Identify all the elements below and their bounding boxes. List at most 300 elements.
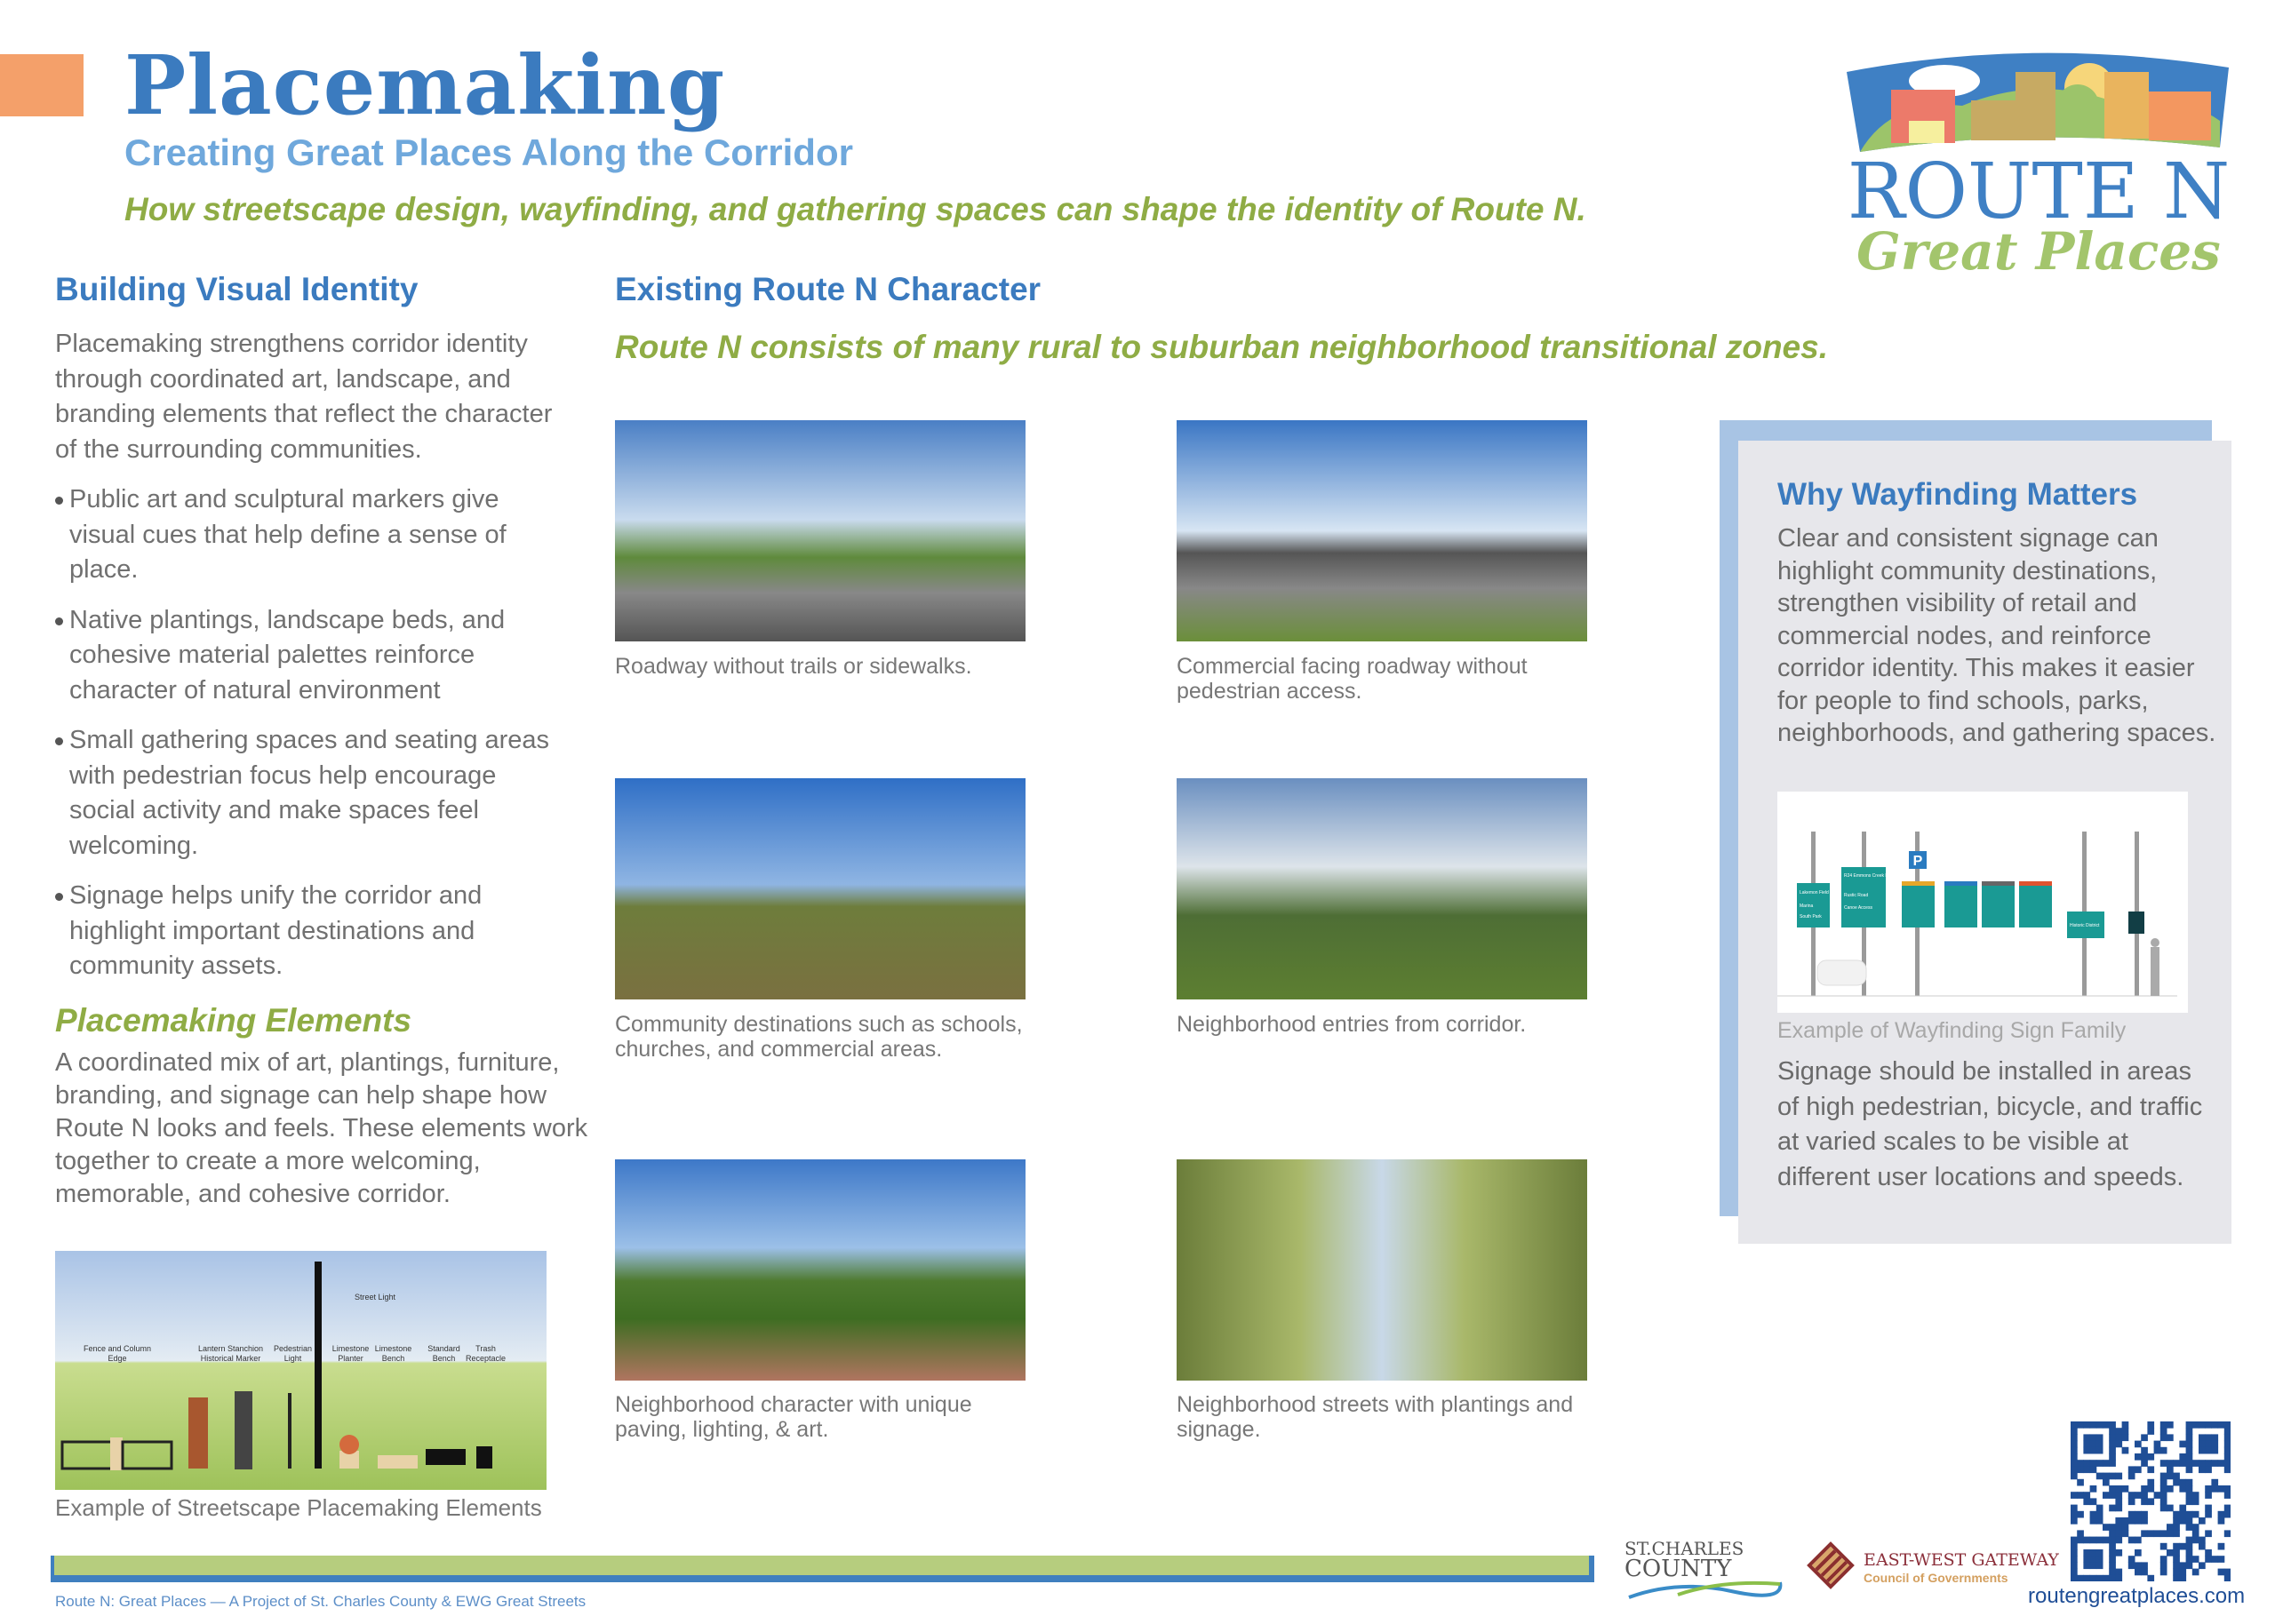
- qr-module: [2218, 1421, 2225, 1429]
- qr-module: [2109, 1537, 2116, 1544]
- qr-module: [2205, 1549, 2212, 1556]
- qr-module: [2186, 1479, 2193, 1486]
- qr-module: [2160, 1460, 2167, 1467]
- page-title: Placemaking: [124, 37, 726, 133]
- qr-module: [2224, 1569, 2231, 1576]
- qr-module: [2199, 1537, 2206, 1544]
- qr-module: [2141, 1562, 2148, 1569]
- qr-module: [2077, 1530, 2084, 1537]
- label-lantern: Lantern Stanchion Historical Marker: [197, 1344, 264, 1363]
- wayfinding-caption: Example of Wayfinding Sign Family: [1777, 1018, 2127, 1043]
- wayfinding-sign-family-image: [1777, 792, 2188, 1013]
- qr-module: [2173, 1524, 2180, 1531]
- label-standard-bench: Standard Bench: [427, 1344, 460, 1363]
- photo-community-destinations: [615, 778, 1026, 999]
- qr-module: [2083, 1460, 2090, 1467]
- qr-module: [2186, 1537, 2193, 1544]
- qr-module: [2167, 1473, 2174, 1480]
- qr-module: [2135, 1562, 2142, 1569]
- qr-module: [2115, 1428, 2122, 1435]
- qr-module: [2071, 1556, 2078, 1563]
- qr-module: [2192, 1569, 2199, 1576]
- qr-module: [2224, 1511, 2231, 1518]
- qr-module: [2096, 1537, 2103, 1544]
- sign-text: Rustic Road: [1844, 893, 1869, 898]
- qr-module: [2135, 1537, 2142, 1544]
- qr-module: [2205, 1447, 2212, 1454]
- qr-module: [2205, 1511, 2212, 1518]
- qr-module: [2090, 1421, 2097, 1429]
- qr-module: [2115, 1530, 2122, 1537]
- qr-module: [2115, 1569, 2122, 1576]
- qr-module: [2141, 1485, 2148, 1493]
- qr-module: [2109, 1453, 2116, 1461]
- qr-module: [2115, 1517, 2122, 1524]
- qr-module: [2167, 1549, 2174, 1556]
- qr-module: [2109, 1434, 2116, 1441]
- qr-module: [2109, 1447, 2116, 1454]
- qr-module: [2186, 1498, 2193, 1505]
- qr-module: [2071, 1511, 2078, 1518]
- ewg-diamond-icon: [1807, 1541, 1855, 1589]
- qr-module: [2192, 1537, 2199, 1544]
- qr-module: [2192, 1460, 2199, 1467]
- sign-text: Historic District: [2070, 923, 2100, 928]
- qr-module: [2090, 1549, 2097, 1556]
- qr-module: [2109, 1524, 2116, 1531]
- qr-module: [2135, 1549, 2142, 1556]
- qr-module: [2128, 1498, 2135, 1505]
- qr-module: [2179, 1562, 2186, 1569]
- qr-module: [2090, 1485, 2097, 1493]
- qr-module: [2090, 1447, 2097, 1454]
- qr-module: [2186, 1453, 2193, 1461]
- qr-module: [2128, 1492, 2135, 1499]
- label-ped-light: Pedestrian Light: [273, 1344, 313, 1363]
- qr-module: [2096, 1434, 2103, 1441]
- qr-module: [2083, 1447, 2090, 1454]
- qr-module: [2115, 1485, 2122, 1493]
- qr-module: [2186, 1511, 2193, 1518]
- qr-module: [2154, 1441, 2161, 1448]
- qr-module: [2115, 1434, 2122, 1441]
- qr-module: [2167, 1485, 2174, 1493]
- qr-module: [2199, 1517, 2206, 1524]
- qr-module: [2135, 1511, 2142, 1518]
- qr-module: [2154, 1447, 2161, 1454]
- qr-module: [2192, 1511, 2199, 1518]
- photo-caption: Commercial facing roadway without pedestrian access.: [1177, 654, 1528, 704]
- qr-module: [2224, 1447, 2231, 1454]
- qr-module: [2090, 1460, 2097, 1467]
- qr-module: [2115, 1524, 2122, 1531]
- qr-module: [2071, 1453, 2078, 1461]
- qr-module: [2071, 1575, 2078, 1581]
- qr-module: [2103, 1479, 2110, 1486]
- qr-module: [2186, 1421, 2193, 1429]
- qr-module: [2071, 1447, 2078, 1454]
- qr-module: [2115, 1441, 2122, 1448]
- bullet-item: Small gathering spaces and seating areas with pedestrian focus help encourage social activity and make spaces feel welcoming.: [55, 723, 562, 864]
- qr-module: [2083, 1434, 2090, 1441]
- qr-module: [2160, 1428, 2167, 1435]
- qr-module: [2071, 1517, 2078, 1524]
- photo-neighborhood-character: [615, 1159, 1026, 1381]
- qr-module: [2186, 1517, 2193, 1524]
- qr-module: [2115, 1537, 2122, 1544]
- qr-module: [2179, 1460, 2186, 1467]
- qr-module: [2096, 1517, 2103, 1524]
- qr-module: [2122, 1524, 2129, 1531]
- qr-module: [2109, 1421, 2116, 1429]
- qr-module: [2173, 1569, 2180, 1576]
- qr-module: [2071, 1441, 2078, 1448]
- qr-module: [2115, 1473, 2122, 1480]
- qr-module: [2122, 1530, 2129, 1537]
- parking-sign-text: P: [1912, 854, 1923, 869]
- label-trash: Trash Receptacle: [466, 1344, 507, 1363]
- qr-module: [2135, 1492, 2142, 1499]
- qr-module: [2122, 1428, 2129, 1435]
- qr-module: [2179, 1485, 2186, 1493]
- qr-module: [2122, 1517, 2129, 1524]
- photo-caption: Community destinations such as schools, churches, and commercial areas.: [615, 1012, 1023, 1062]
- qr-module: [2135, 1441, 2142, 1448]
- qr-module: [2147, 1421, 2154, 1429]
- qr-module: [2147, 1479, 2154, 1486]
- photo-caption: Neighborhood character with unique paving, lighting, & art.: [615, 1392, 972, 1442]
- qr-module: [2141, 1498, 2148, 1505]
- building-visual-identity-heading: Building Visual Identity: [55, 271, 419, 307]
- qr-module: [2179, 1505, 2186, 1512]
- qr-module: [2192, 1492, 2199, 1499]
- qr-module: [2077, 1537, 2084, 1544]
- qr-module: [2115, 1575, 2122, 1581]
- qr-module: [2179, 1543, 2186, 1550]
- placemaking-elements-text: A coordinated mix of art, plantings, furniture, branding, and signage can help shape how Route N looks and feels. These elements work together to create a more welcoming, memorable, and cohesive corridor.: [55, 1048, 588, 1208]
- qr-module: [2096, 1421, 2103, 1429]
- qr-module: [2109, 1549, 2116, 1556]
- qr-module: [2179, 1441, 2186, 1448]
- qr-module: [2122, 1434, 2129, 1441]
- qr-module: [2090, 1466, 2097, 1473]
- qr-module: [2173, 1549, 2180, 1556]
- qr-module: [2205, 1460, 2212, 1467]
- qr-module: [2224, 1492, 2231, 1499]
- qr-module: [2109, 1556, 2116, 1563]
- qr-module: [2109, 1460, 2116, 1467]
- qr-module: [2160, 1505, 2167, 1512]
- photo-caption: Neighborhood entries from corridor.: [1177, 1012, 1527, 1037]
- qr-module: [2103, 1473, 2110, 1480]
- qr-module: [2141, 1492, 2148, 1499]
- qr-module: [2147, 1485, 2154, 1493]
- qr-module: [2211, 1434, 2218, 1441]
- qr-module: [2218, 1543, 2225, 1550]
- photo-caption: Roadway without trails or sidewalks.: [615, 654, 972, 679]
- qr-module: [2141, 1530, 2148, 1537]
- qr-module: [2128, 1466, 2135, 1473]
- qr-module: [2103, 1492, 2110, 1499]
- qr-module: [2173, 1511, 2180, 1518]
- qr-module: [2071, 1537, 2078, 1544]
- qr-module: [2128, 1511, 2135, 1518]
- qr-module: [2109, 1575, 2116, 1581]
- qr-module: [2154, 1530, 2161, 1537]
- qr-module: [2096, 1473, 2103, 1480]
- qr-module: [2083, 1441, 2090, 1448]
- qr-module: [2141, 1460, 2148, 1467]
- streetscape-elements-illustration: [55, 1251, 547, 1490]
- qr-module: [2192, 1421, 2199, 1429]
- qr-module: [2160, 1479, 2167, 1486]
- wayfinding-heading: Why Wayfinding Matters: [1777, 477, 2138, 512]
- sign-family-drawing: [1777, 792, 2188, 1013]
- ewg-name: EAST-WEST GATEWAY: [1864, 1550, 2059, 1570]
- qr-module: [2109, 1473, 2116, 1480]
- qr-module: [2179, 1517, 2186, 1524]
- qr-module: [2077, 1575, 2084, 1581]
- qr-module: [2147, 1530, 2154, 1537]
- qr-module: [2186, 1556, 2193, 1563]
- qr-module: [2199, 1447, 2206, 1454]
- qr-module: [2109, 1505, 2116, 1512]
- qr-module: [2090, 1537, 2097, 1544]
- qr-module: [2147, 1466, 2154, 1473]
- sign-text: R24 Emmons Creek Road: [1844, 873, 1896, 879]
- qr-module: [2186, 1434, 2193, 1441]
- qr-module: [2211, 1460, 2218, 1467]
- qr-code[interactable]: [2071, 1421, 2231, 1581]
- photo-neighborhood-entry: [1177, 778, 1587, 999]
- qr-module: [2109, 1441, 2116, 1448]
- qr-module: [2077, 1511, 2084, 1518]
- qr-module: [2154, 1492, 2161, 1499]
- qr-module: [2096, 1460, 2103, 1467]
- qr-module: [2186, 1543, 2193, 1550]
- qr-module: [2083, 1421, 2090, 1429]
- qr-module: [2071, 1421, 2078, 1429]
- qr-module: [2071, 1569, 2078, 1576]
- qr-module: [2186, 1428, 2193, 1435]
- label-fence: Fence and Column Edge: [83, 1344, 152, 1363]
- qr-module: [2071, 1460, 2078, 1467]
- route-n-logo: [1838, 36, 2239, 294]
- qr-module: [2071, 1492, 2078, 1499]
- qr-module: [2083, 1556, 2090, 1563]
- qr-module: [2192, 1556, 2199, 1563]
- qr-module: [2109, 1485, 2116, 1493]
- qr-module: [2071, 1505, 2078, 1512]
- website-link[interactable]: routengreatplaces.com: [2028, 1584, 2246, 1608]
- qr-module: [2179, 1569, 2186, 1576]
- wave-icon: [1624, 1575, 1784, 1602]
- wayfinding-text: Clear and consistent signage can highlight community destinations, strengthen visibility of retail and commercial nodes, and reinforce corridor identity. This makes it easier for people to find schools, parks, neighborhoods, and gathering spaces.: [1777, 524, 2216, 747]
- photo-roadway: [615, 420, 1026, 641]
- st-charles-county-logo: [1624, 1540, 1784, 1602]
- qr-module: [2071, 1434, 2078, 1441]
- qr-module: [2115, 1505, 2122, 1512]
- east-west-gateway-logo: [1808, 1541, 2059, 1595]
- qr-module: [2218, 1485, 2225, 1493]
- qr-module: [2224, 1428, 2231, 1435]
- qr-module: [2173, 1479, 2180, 1486]
- qr-module: [2160, 1447, 2167, 1454]
- qr-module: [2109, 1543, 2116, 1550]
- sign-text: Lakemon Field: [1800, 890, 1829, 896]
- qr-module: [2218, 1460, 2225, 1467]
- qr-module: [2077, 1460, 2084, 1467]
- qr-module: [2141, 1434, 2148, 1441]
- qr-module: [2109, 1428, 2116, 1435]
- qr-module: [2128, 1517, 2135, 1524]
- qr-module: [2096, 1441, 2103, 1448]
- qr-module: [2141, 1453, 2148, 1461]
- qr-module: [2167, 1505, 2174, 1512]
- qr-module: [2167, 1466, 2174, 1473]
- logo-great-places-text: Great Places: [1856, 221, 2221, 282]
- qr-module: [2199, 1543, 2206, 1550]
- qr-module: [2218, 1556, 2225, 1563]
- qr-module: [2211, 1485, 2218, 1493]
- qr-module: [2160, 1473, 2167, 1480]
- qr-module: [2083, 1537, 2090, 1544]
- qr-module: [2090, 1441, 2097, 1448]
- qr-module: [2224, 1421, 2231, 1429]
- qr-module: [2186, 1562, 2193, 1569]
- qr-module: [2205, 1492, 2212, 1499]
- qr-module: [2071, 1562, 2078, 1569]
- visual-identity-intro: Placemaking strengthens corridor identity through coordinated art, landscape, and branding elements that reflect the character of the surrounding communities.: [55, 330, 553, 464]
- qr-module: [2077, 1421, 2084, 1429]
- qr-module: [2211, 1421, 2218, 1429]
- qr-module: [2167, 1524, 2174, 1531]
- qr-module: [2096, 1505, 2103, 1512]
- qr-module: [2141, 1517, 2148, 1524]
- qr-module: [2096, 1575, 2103, 1581]
- orange-accent-block: [0, 54, 84, 116]
- qr-module: [2205, 1434, 2212, 1441]
- sign-text: Canoe Access: [1844, 905, 1872, 911]
- qr-module: [2186, 1492, 2193, 1499]
- qr-module: [2077, 1466, 2084, 1473]
- photo-caption: Neighborhood streets with plantings and signage.: [1177, 1392, 1574, 1442]
- qr-module: [2160, 1556, 2167, 1563]
- qr-module: [2224, 1530, 2231, 1537]
- qr-module: [2173, 1473, 2180, 1480]
- qr-module: [2135, 1569, 2142, 1576]
- qr-module: [2186, 1524, 2193, 1531]
- label-street-light: Street Light: [354, 1293, 396, 1302]
- qr-module: [2109, 1492, 2116, 1499]
- sign-text: Marina: [1800, 904, 1814, 909]
- qr-module: [2090, 1517, 2097, 1524]
- qr-module: [2224, 1466, 2231, 1473]
- visual-identity-bullets: [55, 482, 562, 999]
- qr-module: [2071, 1428, 2078, 1435]
- qr-module: [2147, 1453, 2154, 1461]
- qr-module: [2205, 1485, 2212, 1493]
- qr-module: [2096, 1562, 2103, 1569]
- qr-module: [2167, 1460, 2174, 1467]
- streetscape-caption: Example of Streetscape Placemaking Elements: [55, 1494, 542, 1521]
- qr-module: [2211, 1441, 2218, 1448]
- qr-module: [2160, 1569, 2167, 1576]
- qr-module: [2103, 1537, 2110, 1544]
- qr-module: [2205, 1505, 2212, 1512]
- qr-module: [2160, 1530, 2167, 1537]
- qr-module: [2103, 1421, 2110, 1429]
- qr-module: [2224, 1434, 2231, 1441]
- qr-module: [2077, 1492, 2084, 1499]
- ewg-subtitle: Council of Governments: [1864, 1571, 2008, 1585]
- qr-module: [2199, 1466, 2206, 1473]
- qr-module: [2090, 1562, 2097, 1569]
- qr-module: [2115, 1549, 2122, 1556]
- qr-module: [2205, 1421, 2212, 1429]
- qr-module: [2109, 1562, 2116, 1569]
- footer-bar: [51, 1556, 1594, 1582]
- qr-module: [2167, 1530, 2174, 1537]
- qr-module: [2224, 1485, 2231, 1493]
- page-subtitle: Creating Great Places Along the Corridor: [124, 131, 853, 173]
- qr-module: [2179, 1511, 2186, 1518]
- qr-module: [2173, 1562, 2180, 1569]
- qr-module: [2192, 1498, 2199, 1505]
- qr-module: [2160, 1421, 2167, 1429]
- qr-module: [2224, 1575, 2231, 1581]
- st-charles-text: ST.CHARLES: [1624, 1538, 1744, 1559]
- qr-module: [2218, 1569, 2225, 1576]
- photo-neighborhood-streets: [1177, 1159, 1587, 1381]
- qr-module: [2071, 1543, 2078, 1550]
- qr-module: [2199, 1460, 2206, 1467]
- qr-module: [2192, 1524, 2199, 1531]
- qr-module: [2128, 1473, 2135, 1480]
- qr-module: [2199, 1441, 2206, 1448]
- qr-module: [2160, 1485, 2167, 1493]
- qr-module: [2109, 1569, 2116, 1576]
- qr-module: [2179, 1575, 2186, 1581]
- qr-module: [2186, 1441, 2193, 1448]
- qr-module: [2173, 1517, 2180, 1524]
- qr-module: [2071, 1549, 2078, 1556]
- qr-module: [2083, 1549, 2090, 1556]
- qr-module: [2083, 1466, 2090, 1473]
- qr-module: [2083, 1498, 2090, 1505]
- qr-module: [2173, 1530, 2180, 1537]
- bullet-item: Native plantings, landscape beds, and cohesive material palettes reinforce character of natural environment: [55, 603, 562, 709]
- photo-commercial: [1177, 420, 1587, 641]
- qr-module: [2167, 1421, 2174, 1429]
- qr-module: [2160, 1543, 2167, 1550]
- qr-module: [2147, 1428, 2154, 1435]
- qr-module: [2205, 1530, 2212, 1537]
- qr-module: [2109, 1530, 2116, 1537]
- streetscape-objects: [55, 1251, 547, 1490]
- qr-module: [2090, 1498, 2097, 1505]
- qr-module: [2083, 1575, 2090, 1581]
- qr-module: [2173, 1460, 2180, 1467]
- page-tagline: How streetscape design, wayfinding, and gathering spaces can shape the identity of Route N.: [124, 191, 1586, 227]
- qr-module: [2090, 1575, 2097, 1581]
- qr-module: [2173, 1575, 2180, 1581]
- placemaking-elements-heading: Placemaking Elements: [55, 1002, 412, 1039]
- qr-module: [2205, 1466, 2212, 1473]
- qr-module: [2141, 1447, 2148, 1454]
- footer-credit: Route N: Great Places — A Project of St. Charles County & EWG Great Streets: [55, 1593, 587, 1610]
- qr-module: [2179, 1479, 2186, 1486]
